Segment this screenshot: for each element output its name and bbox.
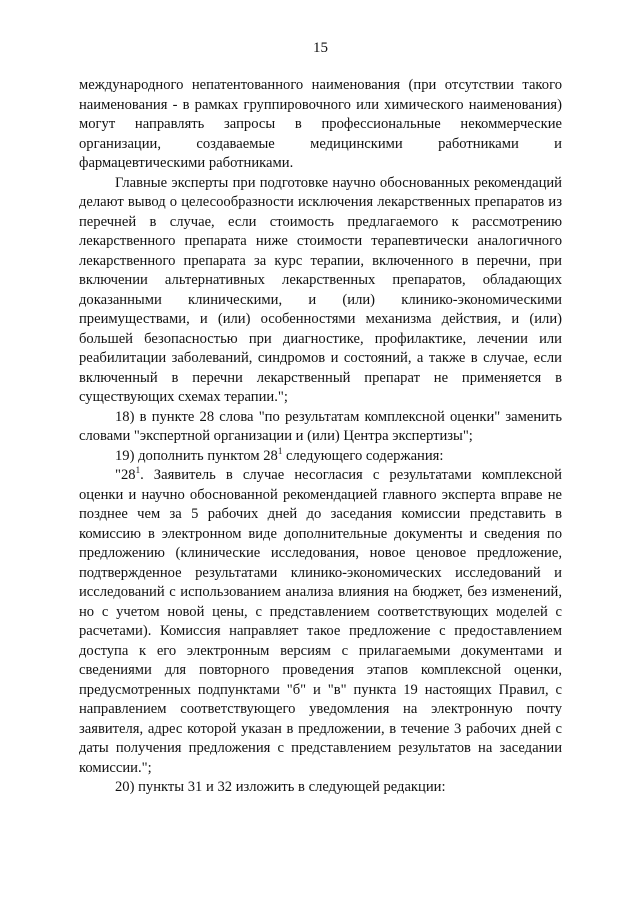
superscript-1: 1	[277, 445, 283, 456]
item-19-text-after: следующего содержания:	[282, 447, 444, 464]
paragraph-5-item-28-1	[79, 466, 562, 778]
superscript-1: 1	[135, 465, 141, 476]
paragraph-1: международного непатентованного наименования (при отсутствии такого наименования - в рамках группировочного или химического наименования) могут направлять запросы в профессиональные некоммерческие организации, создаваемые медицинскими работниками и фармацевтическими работниками.	[79, 77, 562, 171]
paragraph-3-item-18: 18) в пункте 28 слова "по результатам комплексной оценки" заменить словами "экспертной организации и (или) Центра экспертизы";	[79, 408, 562, 444]
paragraph-6-item-20: 20) пункты 31 и 32 изложить в следующей редакции:	[115, 779, 446, 795]
item-28-1-text-before: "28	[115, 467, 136, 483]
item-19-text-before: 19) дополнить пунктом 28	[115, 447, 278, 464]
paragraph-4-item-19	[79, 447, 562, 467]
item-28-1-text-after: . Заявитель в случае несогласия с результатами комплексной оценки и научно обоснованной рекомендацией главного эксперта вправе не позднее чем за 5 рабочих дней до заседания комиссии представить в комиссию в электронном виде дополнительные документы и сведения по предложению (клинические исследования, новое ценовое предложение, подтвержденное результатами клинико-экономических исследований и исследований с использованием анализа влияния на бюджет, без изменений, но с учетом новой цены, с представлением соответствующих моделей с расчетами). Комиссия направляет такое предложение с предоставлением доступа к его электронным версиям с прилагаемыми документами и сведениями для повторного проведения этапов комплексной оценки, предусмотренных подпунктами "б" и "в" пункта 19 настоящих Правил, с направлением соответствующего уведомления на электронную почту заявителя, адрес которой указан в предложении, в течение 3 рабочих дней с даты получения предложения с представлением результатов на заседании комиссии.";	[79, 467, 562, 776]
paragraph-2: Главные эксперты при подготовке научно обоснованных рекомендаций делают вывод о целесообразности исключения лекарственных препаратов из перечней в случае, если стоимость предлагаемого к рассмотрению лекарственного препарата ниже стоимости терапевтически аналогичного лекарственного препарата за курс терапии, включенного в перечни, при включении альтернативных лекарственных препаратов, обладающих доказанными клиническими, и (или) клинико-экономическими преимуществами, и (или) особенностями механизма действия, и (или) большей безопасностью при диагностике, профилактике, лечении или реабилитации заболеваний, синдромов и состояний, а также в случае, если включенный в перечни лекарственный препарат не применяется в существующих схемах терапии.";	[79, 174, 562, 405]
page-number: 15	[313, 40, 328, 56]
